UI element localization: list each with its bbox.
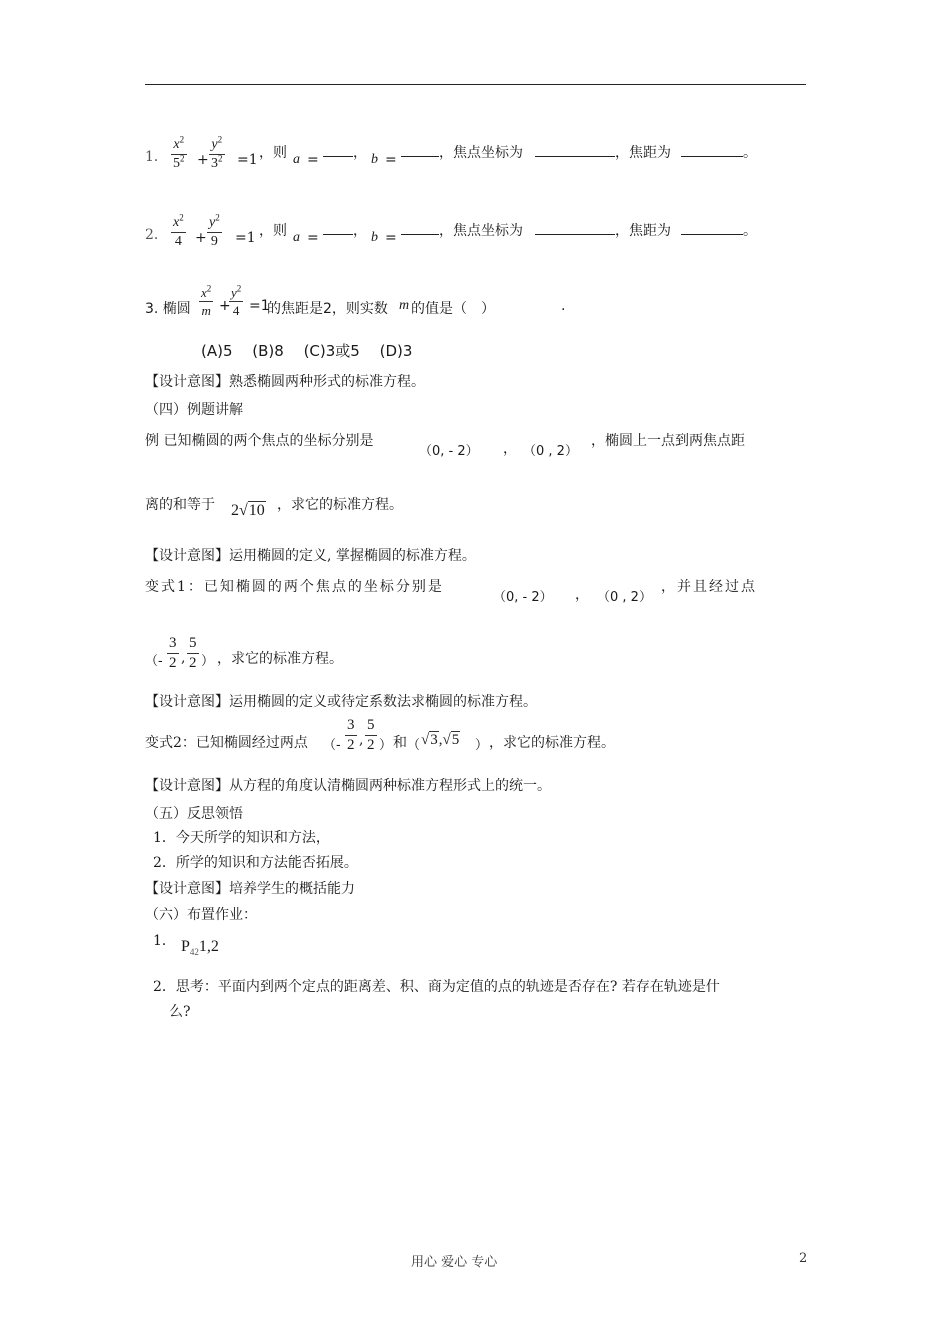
fraction-x: $\frac{x^2}{m}$ xyxy=(201,283,212,318)
fraction-y: $\frac{y^2}{9}$ xyxy=(209,212,220,249)
answer-blank-distance[interactable] xyxy=(681,146,743,157)
header-rule xyxy=(145,84,806,85)
homework-item-2-line-1: 2．思考：平面内到两个定点的距离差、积、商为定值的点的轨迹是否存在? 若存在轨迹是什 xyxy=(153,979,720,995)
design-intent-2: 【设计意图】运用椭圆的定义, 掌握椭圆的标准方程。 xyxy=(145,548,476,564)
fraction-y: $\frac{y^2}{3^2}$ xyxy=(211,134,223,171)
homework-item-2-line-2: 么? xyxy=(169,1004,191,1020)
answer-blank-a[interactable] xyxy=(323,224,353,235)
sqrt-expression: 2√10 xyxy=(231,502,265,519)
section-heading-4: （四）例题讲解 xyxy=(145,402,243,418)
fraction-y: $\frac{y^2}{4}$ xyxy=(231,283,242,318)
sqrt-3: √3,√5 xyxy=(421,732,460,748)
design-intent-1: 【设计意图】熟悉椭圆两种形式的标准方程。 xyxy=(145,374,425,390)
answer-blank-a[interactable] xyxy=(323,146,353,157)
design-intent-3: 【设计意图】运用椭圆的定义或待定系数法求椭圆的标准方程。 xyxy=(145,694,537,710)
question-number: 2． xyxy=(145,227,168,243)
answer-blank-b[interactable] xyxy=(401,224,439,235)
section-heading-6: （六）布置作业： xyxy=(145,907,257,923)
footer-motto: 用心 爱心 专心 xyxy=(411,1255,498,1270)
question-3-options: (A)5 (B)8 (C)3或5 (D)3 xyxy=(201,342,413,360)
page-number: 2 xyxy=(799,1251,808,1266)
design-intent-5: 【设计意图】培养学生的概括能力 xyxy=(145,881,355,897)
reflection-item-1: 1．今天所学的知识和方法， xyxy=(153,830,330,846)
design-intent-4: 【设计意图】从方程的角度认清椭圆两种标准方程形式上的统一。 xyxy=(145,778,551,794)
fraction-x: $\frac{x^2}{4}$ xyxy=(173,212,184,249)
section-heading-5: （五）反思领悟 xyxy=(145,806,243,822)
answer-blank-b[interactable] xyxy=(401,146,439,157)
answer-blank-distance[interactable] xyxy=(681,224,743,235)
fraction-x: $\frac{x^2}{5^2}$ xyxy=(173,134,185,171)
reflection-item-2: 2．所学的知识和方法能否拓展。 xyxy=(153,855,358,871)
answer-blank-foci[interactable] xyxy=(535,146,615,157)
answer-blank-foci[interactable] xyxy=(535,224,615,235)
question-number: 1． xyxy=(145,149,168,165)
